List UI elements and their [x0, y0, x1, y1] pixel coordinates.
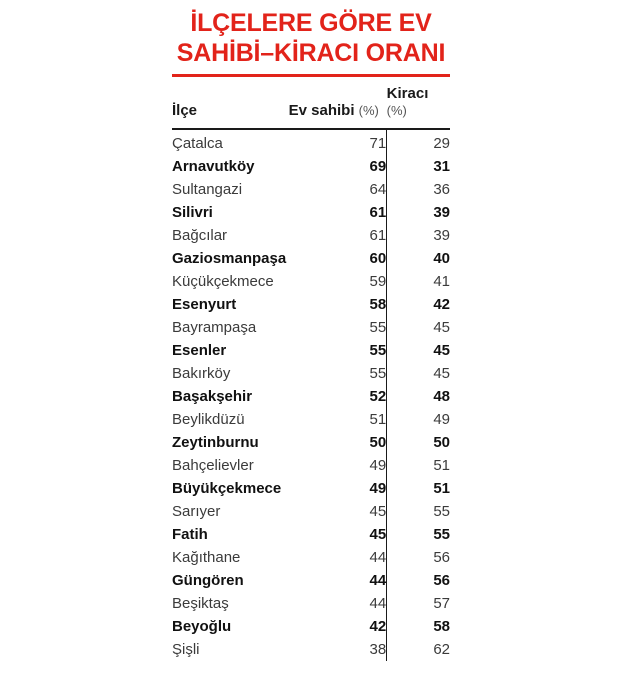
- owner-percent: 59: [289, 270, 387, 293]
- table-row: [172, 431, 450, 454]
- table-row: [172, 224, 450, 247]
- district-name: Bakırköy: [172, 365, 231, 382]
- table-row: [172, 523, 450, 546]
- district-name: Beşiktaş: [172, 595, 229, 612]
- tenant-percent: 55: [433, 503, 450, 520]
- tenant-percent: 41: [433, 273, 450, 290]
- owner-percent: 55: [289, 339, 387, 362]
- district-name: Sarıyer: [172, 503, 221, 520]
- district-name: Büyükçekmece: [172, 480, 282, 497]
- district-name: Şişli: [172, 641, 200, 658]
- tenant-percent: 49: [433, 411, 450, 428]
- district-name: Güngören: [172, 572, 244, 589]
- tenant-percent: 62: [433, 641, 450, 658]
- district-name: Küçükçekmece: [172, 273, 274, 290]
- tenant-percent: 48: [433, 388, 450, 405]
- tenant-percent: 57: [433, 595, 450, 612]
- tenant-percent: 40: [433, 250, 450, 267]
- district-name: Esenler: [172, 342, 227, 359]
- district-name: Esenyurt: [172, 296, 237, 313]
- table-row: [172, 638, 450, 661]
- table-row: [172, 129, 450, 155]
- table-header: [172, 81, 450, 129]
- district-name: Başakşehir: [172, 388, 253, 405]
- column-header-tenant-pct: (%): [386, 103, 407, 118]
- table-body: [172, 129, 450, 661]
- owner-percent: 71: [289, 129, 387, 155]
- owner-percent: 69: [289, 155, 387, 178]
- tenant-percent: 42: [433, 296, 450, 313]
- owner-percent: 44: [289, 569, 387, 592]
- owner-percent: 55: [289, 316, 387, 339]
- district-name: Fatih: [172, 526, 208, 543]
- table-row: [172, 592, 450, 615]
- table-row: [172, 408, 450, 431]
- table-row: [172, 454, 450, 477]
- tenant-percent: 39: [433, 227, 450, 244]
- column-header-owner: [289, 81, 387, 124]
- owner-percent: 52: [289, 385, 387, 408]
- tenant-percent: 58: [433, 618, 450, 635]
- district-name: Silivri: [172, 204, 213, 221]
- owner-percent: 44: [289, 546, 387, 569]
- district-name: Gaziosmanpaşa: [172, 250, 287, 267]
- tenant-percent: 55: [433, 526, 450, 543]
- owner-percent: 55: [289, 362, 387, 385]
- district-name: Arnavutköy: [172, 158, 255, 175]
- owner-percent: 44: [289, 592, 387, 615]
- column-header-owner-label: Ev sahibi: [288, 102, 355, 119]
- title-divider: [172, 74, 450, 77]
- table-row: [172, 500, 450, 523]
- table-row: [172, 316, 450, 339]
- owner-percent: 64: [289, 178, 387, 201]
- owner-percent: 51: [289, 408, 387, 431]
- owner-percent: 42: [289, 615, 387, 638]
- table-row: [172, 247, 450, 270]
- owner-percent: 50: [289, 431, 387, 454]
- chart-title: [172, 0, 450, 81]
- tenant-percent: 39: [433, 204, 450, 221]
- owner-percent: 45: [289, 500, 387, 523]
- table-row: [172, 339, 450, 362]
- owner-percent: 45: [289, 523, 387, 546]
- chart-title-line-1: İLÇELERE GÖRE EV: [190, 9, 432, 37]
- table-row: [172, 178, 450, 201]
- district-name: Bahçelievler: [172, 457, 254, 474]
- table-row: [172, 546, 450, 569]
- district-name: Beyoğlu: [172, 618, 232, 635]
- district-name: Bağcılar: [172, 227, 228, 244]
- district-name: Zeytinburnu: [172, 434, 259, 451]
- district-name: Kağıthane: [172, 549, 241, 566]
- owner-percent: 61: [289, 224, 387, 247]
- chart-title-line-2: SAHİBİ–KİRACI ORANI: [176, 39, 446, 67]
- ratio-table: [172, 81, 450, 661]
- table-row: [172, 362, 450, 385]
- owner-percent: 61: [289, 201, 387, 224]
- tenant-percent: 29: [433, 135, 450, 152]
- tenant-percent: 56: [433, 549, 450, 566]
- table-row: [172, 270, 450, 293]
- owner-percent: 60: [289, 247, 387, 270]
- table-row: [172, 385, 450, 408]
- tenant-percent: 31: [433, 158, 450, 175]
- column-header-owner-pct: (%): [358, 103, 379, 118]
- tenant-percent: 51: [433, 480, 450, 497]
- tenant-percent: 51: [433, 457, 450, 474]
- owner-percent: 38: [289, 638, 387, 661]
- owner-percent: 49: [289, 477, 387, 500]
- table-row: [172, 293, 450, 316]
- tenant-percent: 45: [433, 319, 450, 336]
- column-header-tenant: [387, 81, 450, 124]
- table-row: [172, 615, 450, 638]
- district-name: Sultangazi: [172, 181, 243, 198]
- district-name: Beylikdüzü: [172, 411, 245, 428]
- owner-percent: 49: [289, 454, 387, 477]
- column-header-tenant-label: Kiracı: [386, 85, 429, 102]
- owner-percent: 58: [289, 293, 387, 316]
- infographic-panel: [172, 0, 450, 661]
- table-header-row: [172, 81, 450, 124]
- tenant-percent: 50: [433, 434, 450, 451]
- tenant-percent: 36: [433, 181, 450, 198]
- tenant-percent: 56: [433, 572, 450, 589]
- table-row: [172, 569, 450, 592]
- district-name: Bayrampaşa: [172, 319, 257, 336]
- table-row: [172, 155, 450, 178]
- tenant-percent: 45: [433, 342, 450, 359]
- table-row: [172, 477, 450, 500]
- table-row: [172, 201, 450, 224]
- tenant-percent: 45: [433, 365, 450, 382]
- column-header-district: İlçe: [172, 102, 198, 119]
- district-name: Çatalca: [172, 135, 223, 152]
